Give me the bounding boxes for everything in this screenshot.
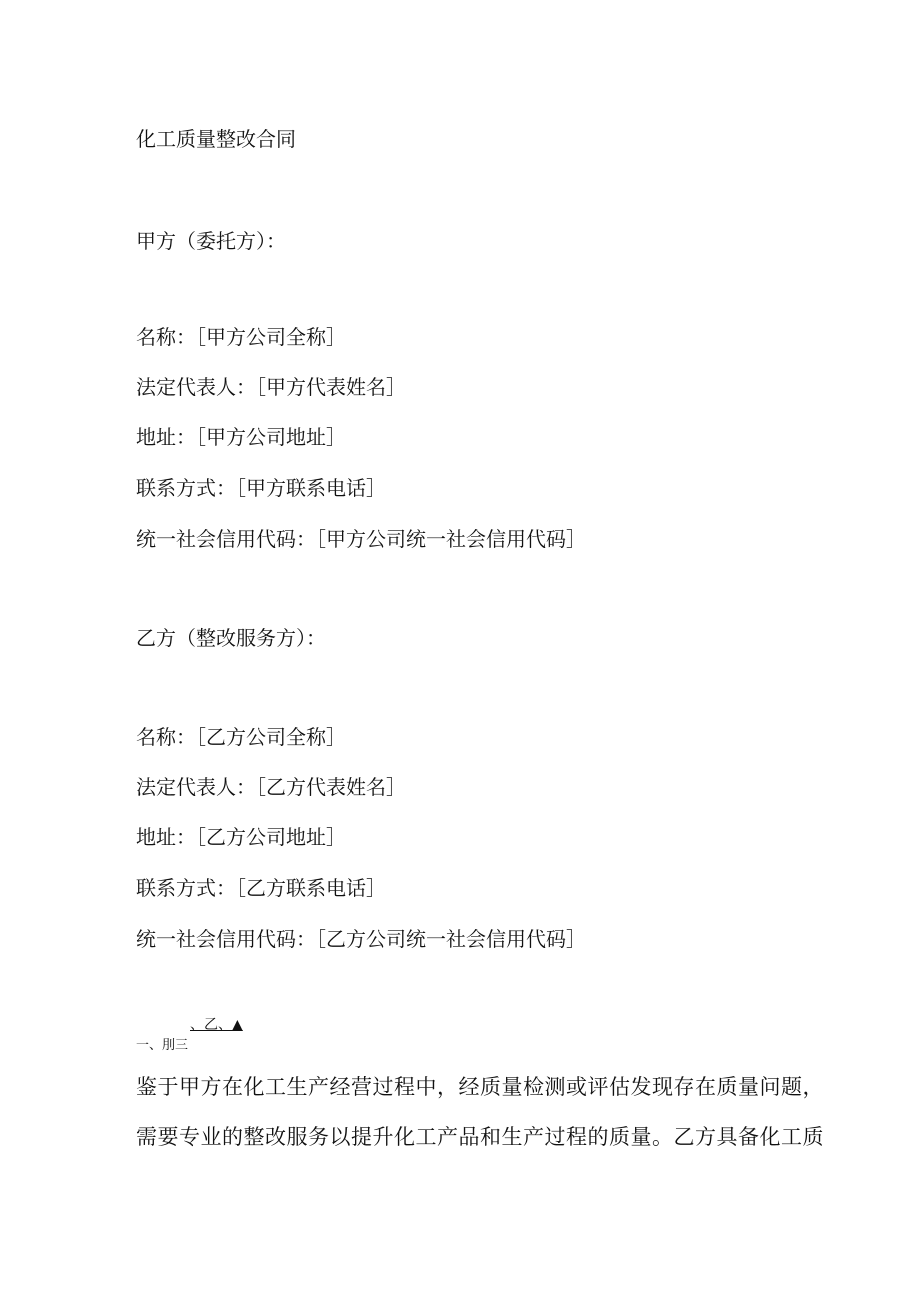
section-number: 一、刖三 <box>136 1038 189 1053</box>
section-paragraph-line-2: 需要专业的整改服务以提升化工产品和生产过程的质量。乙方具备化工质 <box>136 1125 824 1149</box>
party-b-address: 地址：［乙方公司地址］ <box>136 825 346 849</box>
party-b-credit-code: 统一社会信用代码：［乙方公司统一社会信用代码］ <box>136 927 586 951</box>
party-a-credit-code: 统一社会信用代码：［甲方公司统一社会信用代码］ <box>136 527 586 551</box>
party-a-heading: 甲方（委托方）： <box>136 229 286 253</box>
section-paragraph-line-1: 鉴于甲方在化工生产经营过程中，经质量检测或评估发现存在质量问题， <box>136 1075 824 1099</box>
party-b-rep: 法定代表人：［乙方代表姓名］ <box>136 775 406 799</box>
party-a-rep: 法定代表人：［甲方代表姓名］ <box>136 375 406 399</box>
party-b-heading: 乙方（整改服务方）： <box>136 626 326 650</box>
party-b-contact: 联系方式：［乙方联系电话］ <box>136 876 386 900</box>
party-a-address: 地址：［甲方公司地址］ <box>136 425 346 449</box>
party-b-name: 名称：［乙方公司全称］ <box>136 725 346 749</box>
document-title: 化工质量整改合同 <box>136 127 296 151</box>
party-a-name: 名称：［甲方公司全称］ <box>136 325 346 349</box>
party-a-contact: 联系方式：［甲方联系电话］ <box>136 476 386 500</box>
section-mark: 、乙、▲ <box>190 1017 243 1033</box>
